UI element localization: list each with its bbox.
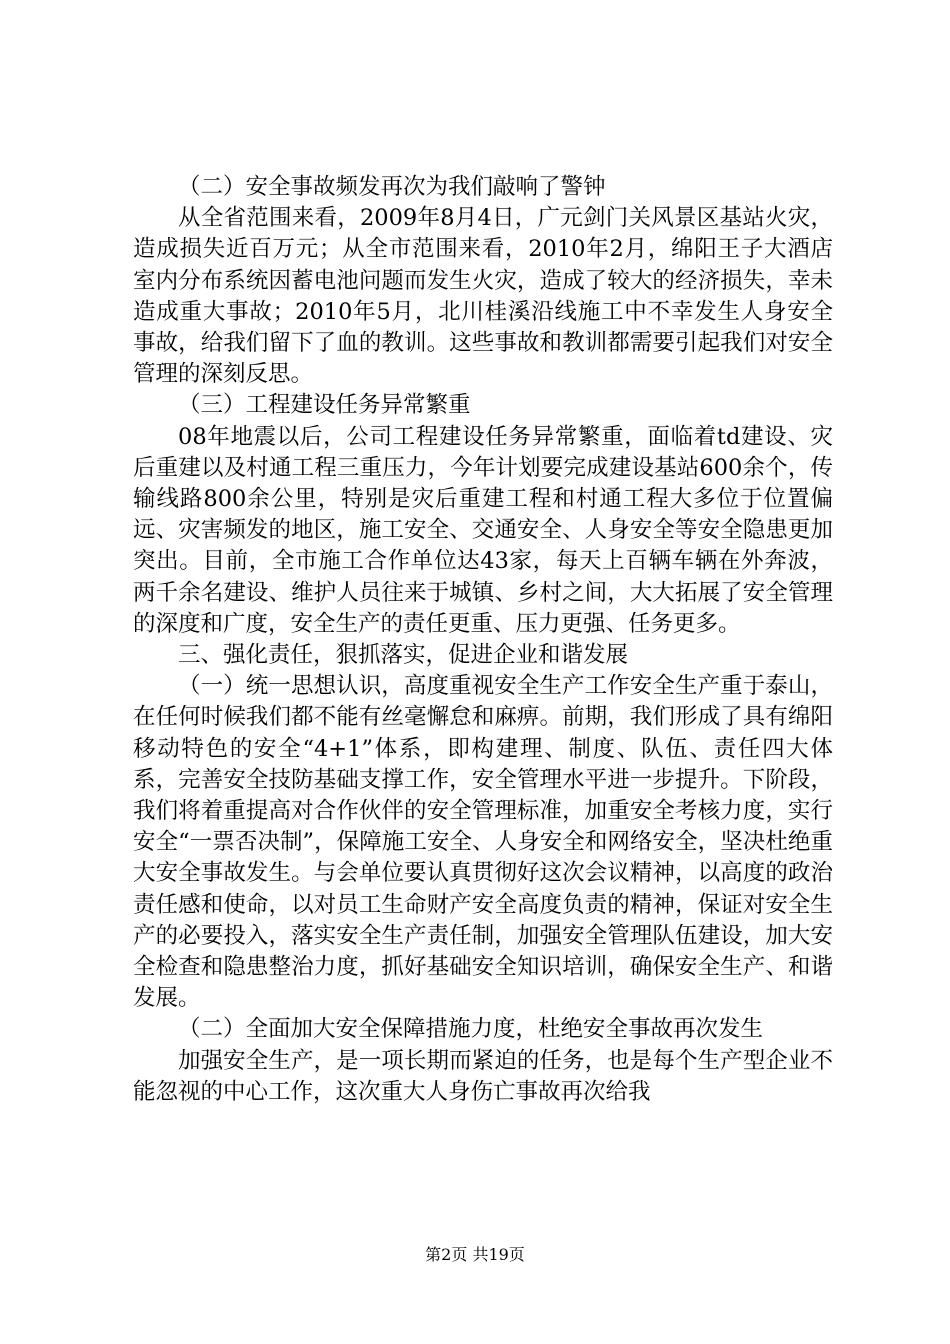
section-heading-construction-tasks: （三）工程建设任务异常繁重: [178, 392, 471, 419]
section-heading-safety-accidents: （二）安全事故频发再次为我们敲响了警钟: [178, 174, 606, 200]
paragraph-construction-pressure: 08年地震以后，公司工程建设任务异常繁重，面临着td建设、灾后重建以及村通工程三重压力，今年计划要完成建设基站600余个，传输线路800余公里，特别是灾后重建工程和村通工程大多位于位置偏远、灾害频发的地区，施工安全、交通安全、人身安全等安全隐患更加突出。目前，全市施工合作单位达43家，每天上百辆车辆在外奔波，两千余名建设、维护人员往来于城镇、乡村之间，大大拓展了安全管理的深度和广度，安全生产的责任更重、压力更强、任务更多。: [133, 423, 833, 637]
paragraph-unify-thinking: （一）统一思想认识，高度重视安全生产工作安全生产重于泰山，在任何时候我们都不能有丝毫懈怠和麻痹。前期，我们形成了具有绵阳移动特色的安全“4+1”体系，即构建理、制度、队伍、责任四大体系，完善安全技防基础支撑工作，安全管理水平进一步提升。下阶段，我们将着重提高对合作伙伴的安全管理标准，加重安全考核力度，实行安全“一票否决制”，保障施工安全、人身安全和网络安全，坚决杜绝重大安全事故发生。与会单位要认真贯彻好这次会议精神，以高度的政治责任感和使命，以对员工生命财产安全高度负责的精神，保证对安全生产的必要投入，落实安全生产责任制，加强安全管理队伍建设，加大安全检查和隐患整治力度，抓好基础安全知识培训，确保安全生产、和谐发展。: [133, 673, 833, 1012]
section-heading-strengthen-responsibility: 三、强化责任，狠抓落实，促进企业和谐发展: [178, 642, 629, 669]
page-number-footer: 第2页 共19页: [425, 1245, 525, 1264]
paragraph-accident-cases: 从全省范围来看，2009年8月4日，广元剑门关风景区基站火灾，造成损失近百万元；从全市范围来看，2010年2月，绵阳王子大酒店室内分布系统因蓄电池问题而发生火灾，造成了较大的经济损失，幸未造成重大事故；2010年5月，北川桂溪沿线施工中不幸发生人身安全事故，给我们留下了血的教训。这些事故和教训都需要引起我们对安全管理的深刻反思。: [133, 205, 833, 388]
paragraph-strengthen-safety: 加强安全生产，是一项长期而紧迫的任务，也是每个生产型企业不能忽视的中心工作，这次重大人身伤亡事故再次给我: [133, 1047, 833, 1105]
document-body: [133, 172, 833, 1108]
section-heading-safety-measures: （二）全面加大安全保障措施力度，杜绝安全事故再次发生: [178, 1016, 764, 1043]
